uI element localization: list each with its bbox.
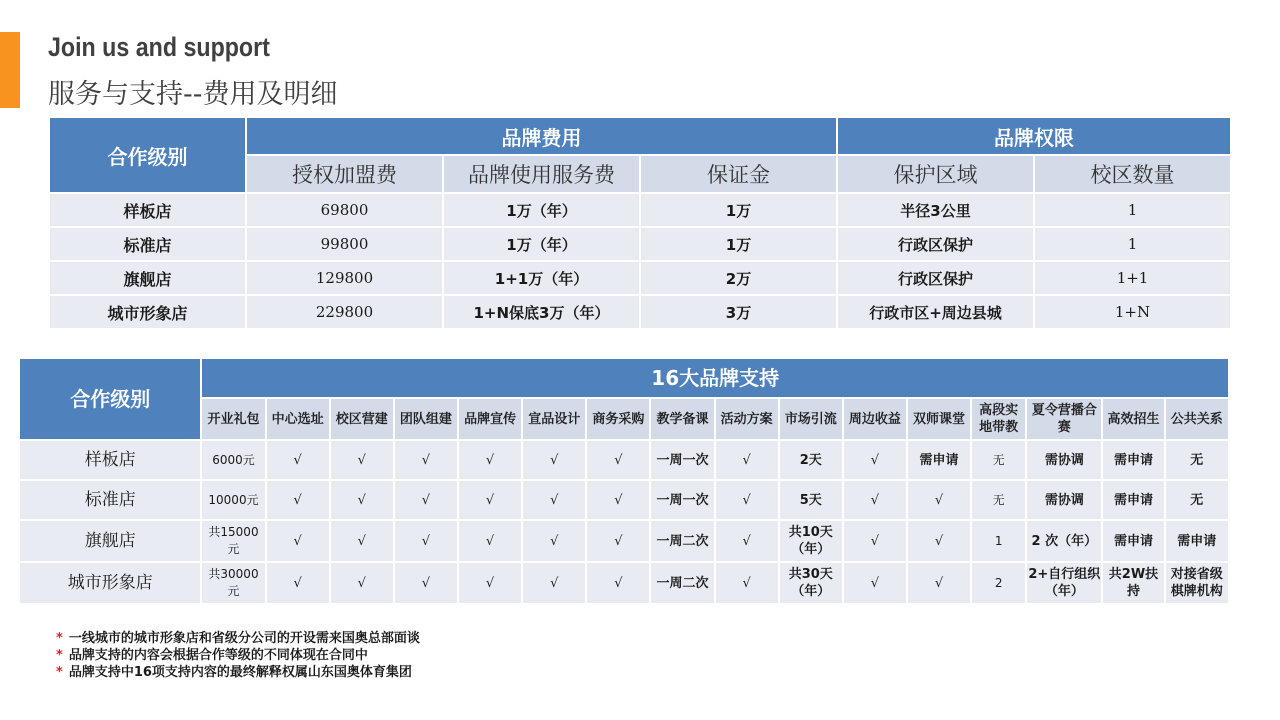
fee-sub-header: 品牌使用服务费: [444, 156, 639, 192]
fee-row: [50, 194, 1230, 226]
support-cell: 无: [1166, 481, 1228, 519]
support-cell: 需申请: [1103, 481, 1163, 519]
support-cell: 2+自行组织（年）: [1027, 563, 1101, 603]
support-cell: 共30000元: [202, 563, 264, 603]
support-cell: 6000元: [202, 441, 264, 479]
fee-cell: 半径3公里: [838, 194, 1033, 226]
support-cell: 需申请: [908, 441, 970, 479]
fee-cell: 行政区保护: [838, 228, 1033, 260]
check-mark-icon: √: [331, 441, 393, 479]
fee-row-level: 标准店: [50, 228, 245, 260]
support-row-level: 城市形象店: [20, 563, 200, 603]
support-sub-header: 团队组建: [395, 399, 457, 439]
check-mark-icon: √: [587, 563, 649, 603]
check-mark-icon: √: [587, 521, 649, 561]
accent-bar: [0, 32, 20, 108]
support-cell: 无: [1166, 441, 1228, 479]
fee-level-header: 合作级别: [50, 118, 245, 192]
check-mark-icon: √: [716, 481, 778, 519]
fee-table: [48, 116, 1232, 330]
support-cell: 需协调: [1027, 441, 1101, 479]
check-mark-icon: √: [716, 521, 778, 561]
support-cell: 一周二次: [651, 521, 713, 561]
check-mark-icon: √: [267, 481, 329, 519]
support-row: [20, 563, 1228, 603]
support-sub-header: 夏令营播合赛: [1027, 399, 1101, 439]
support-sub-header: 市场引流: [780, 399, 842, 439]
fee-cell: 1+N保底3万（年）: [444, 296, 639, 328]
support-sub-header: 活动方案: [716, 399, 778, 439]
fee-cell: 1+N: [1035, 296, 1230, 328]
support-row-level: 样板店: [20, 441, 200, 479]
fee-sub-header: 授权加盟费: [247, 156, 442, 192]
support-cell: 无: [972, 441, 1025, 479]
support-sub-header: 宣品设计: [523, 399, 585, 439]
support-cell: 1: [972, 521, 1025, 561]
note-star: *: [56, 648, 63, 663]
check-mark-icon: √: [459, 563, 521, 603]
support-sub-header: 公共关系: [1166, 399, 1228, 439]
page-title-cn: 服务与支持--费用及明细: [48, 79, 338, 110]
check-mark-icon: √: [716, 441, 778, 479]
support-cell: 需协调: [1027, 481, 1101, 519]
support-cell: 一周一次: [651, 441, 713, 479]
support-cell: 一周一次: [651, 481, 713, 519]
fee-cell: 1+1万（年）: [444, 262, 639, 294]
support-sub-header: 品牌宣传: [459, 399, 521, 439]
support-cell: 共10天（年）: [780, 521, 842, 561]
support-cell: 需申请: [1166, 521, 1228, 561]
note-line: * 品牌支持中16项支持内容的最终解释权属山东国奥体育集团: [56, 665, 412, 680]
support-cell: 共30天（年）: [780, 563, 842, 603]
support-row-level: 旗舰店: [20, 521, 200, 561]
support-sub-header: 周边收益: [844, 399, 906, 439]
check-mark-icon: √: [459, 441, 521, 479]
check-mark-icon: √: [395, 441, 457, 479]
brand-fee-header: 品牌费用: [247, 118, 836, 154]
fee-cell: 1+1: [1035, 262, 1230, 294]
note-star: *: [56, 631, 63, 646]
check-mark-icon: √: [395, 563, 457, 603]
check-mark-icon: √: [587, 441, 649, 479]
check-mark-icon: √: [908, 481, 970, 519]
support-cell: 一周二次: [651, 563, 713, 603]
fee-cell: 1万（年）: [444, 228, 639, 260]
fee-cell: 行政区保护: [838, 262, 1033, 294]
fee-cell: 229800: [247, 296, 442, 328]
check-mark-icon: √: [844, 441, 906, 479]
support-cell: 5天: [780, 481, 842, 519]
support-sub-header: 双师课堂: [908, 399, 970, 439]
support-sub-header: 开业礼包: [202, 399, 264, 439]
fee-cell: 3万: [641, 296, 836, 328]
fee-row: [50, 296, 1230, 328]
support-cell: 2天: [780, 441, 842, 479]
check-mark-icon: √: [587, 481, 649, 519]
note-star: *: [56, 665, 63, 680]
support-level-header: 合作级别: [20, 359, 200, 439]
fee-sub-header: 保证金: [641, 156, 836, 192]
support-cell: 共2W扶持: [1103, 563, 1163, 603]
fee-cell: 129800: [247, 262, 442, 294]
check-mark-icon: √: [459, 481, 521, 519]
support-cell: 2 次（年）: [1027, 521, 1101, 561]
fee-sub-header: 校区数量: [1035, 156, 1230, 192]
check-mark-icon: √: [716, 563, 778, 603]
check-mark-icon: √: [908, 521, 970, 561]
fee-row: [50, 262, 1230, 294]
check-mark-icon: √: [459, 521, 521, 561]
page-title-en: Join us and support: [48, 32, 270, 62]
fee-row-level: 旗舰店: [50, 262, 245, 294]
check-mark-icon: √: [523, 441, 585, 479]
support-row: [20, 521, 1228, 561]
check-mark-icon: √: [523, 521, 585, 561]
support-sub-header: 商务采购: [587, 399, 649, 439]
fee-cell: 1万: [641, 194, 836, 226]
support-cell: 需申请: [1103, 521, 1163, 561]
support-cell: 需申请: [1103, 441, 1163, 479]
support-sub-header: 中心选址: [267, 399, 329, 439]
support-table: [18, 357, 1230, 605]
check-mark-icon: √: [267, 441, 329, 479]
check-mark-icon: √: [844, 521, 906, 561]
support-cell: 无: [972, 481, 1025, 519]
fee-cell: 2万: [641, 262, 836, 294]
fee-sub-header: 保护区域: [838, 156, 1033, 192]
note-line: * 品牌支持的内容会根据合作等级的不同体现在合同中: [56, 648, 368, 663]
support-row: [20, 481, 1228, 519]
support-header: 16大品牌支持: [202, 359, 1228, 397]
check-mark-icon: √: [395, 481, 457, 519]
check-mark-icon: √: [395, 521, 457, 561]
fee-cell: 99800: [247, 228, 442, 260]
support-row-level: 标准店: [20, 481, 200, 519]
fee-cell: 69800: [247, 194, 442, 226]
check-mark-icon: √: [331, 481, 393, 519]
fee-cell: 行政市区+周边县城: [838, 296, 1033, 328]
support-cell: 2: [972, 563, 1025, 603]
check-mark-icon: √: [844, 481, 906, 519]
check-mark-icon: √: [267, 563, 329, 603]
support-cell: 对接省级棋牌机构: [1166, 563, 1228, 603]
notes: [56, 630, 420, 681]
fee-cell: 1: [1035, 194, 1230, 226]
check-mark-icon: √: [523, 563, 585, 603]
support-row: [20, 441, 1228, 479]
check-mark-icon: √: [331, 521, 393, 561]
note-line: * 一线城市的城市形象店和省级分公司的开设需来国奥总部面谈: [56, 631, 420, 646]
fee-row-level: 样板店: [50, 194, 245, 226]
support-cell: 共15000元: [202, 521, 264, 561]
check-mark-icon: √: [844, 563, 906, 603]
fee-cell: 1万（年）: [444, 194, 639, 226]
support-cell: 10000元: [202, 481, 264, 519]
support-sub-header: 高效招生: [1103, 399, 1163, 439]
check-mark-icon: √: [523, 481, 585, 519]
fee-cell: 1万: [641, 228, 836, 260]
support-sub-header: 高段实地带教: [972, 399, 1025, 439]
check-mark-icon: √: [267, 521, 329, 561]
brand-rights-header: 品牌权限: [838, 118, 1230, 154]
fee-row: [50, 228, 1230, 260]
fee-cell: 1: [1035, 228, 1230, 260]
check-mark-icon: √: [908, 563, 970, 603]
support-sub-header: 校区营建: [331, 399, 393, 439]
check-mark-icon: √: [331, 563, 393, 603]
support-sub-header: 教学备课: [651, 399, 713, 439]
fee-row-level: 城市形象店: [50, 296, 245, 328]
